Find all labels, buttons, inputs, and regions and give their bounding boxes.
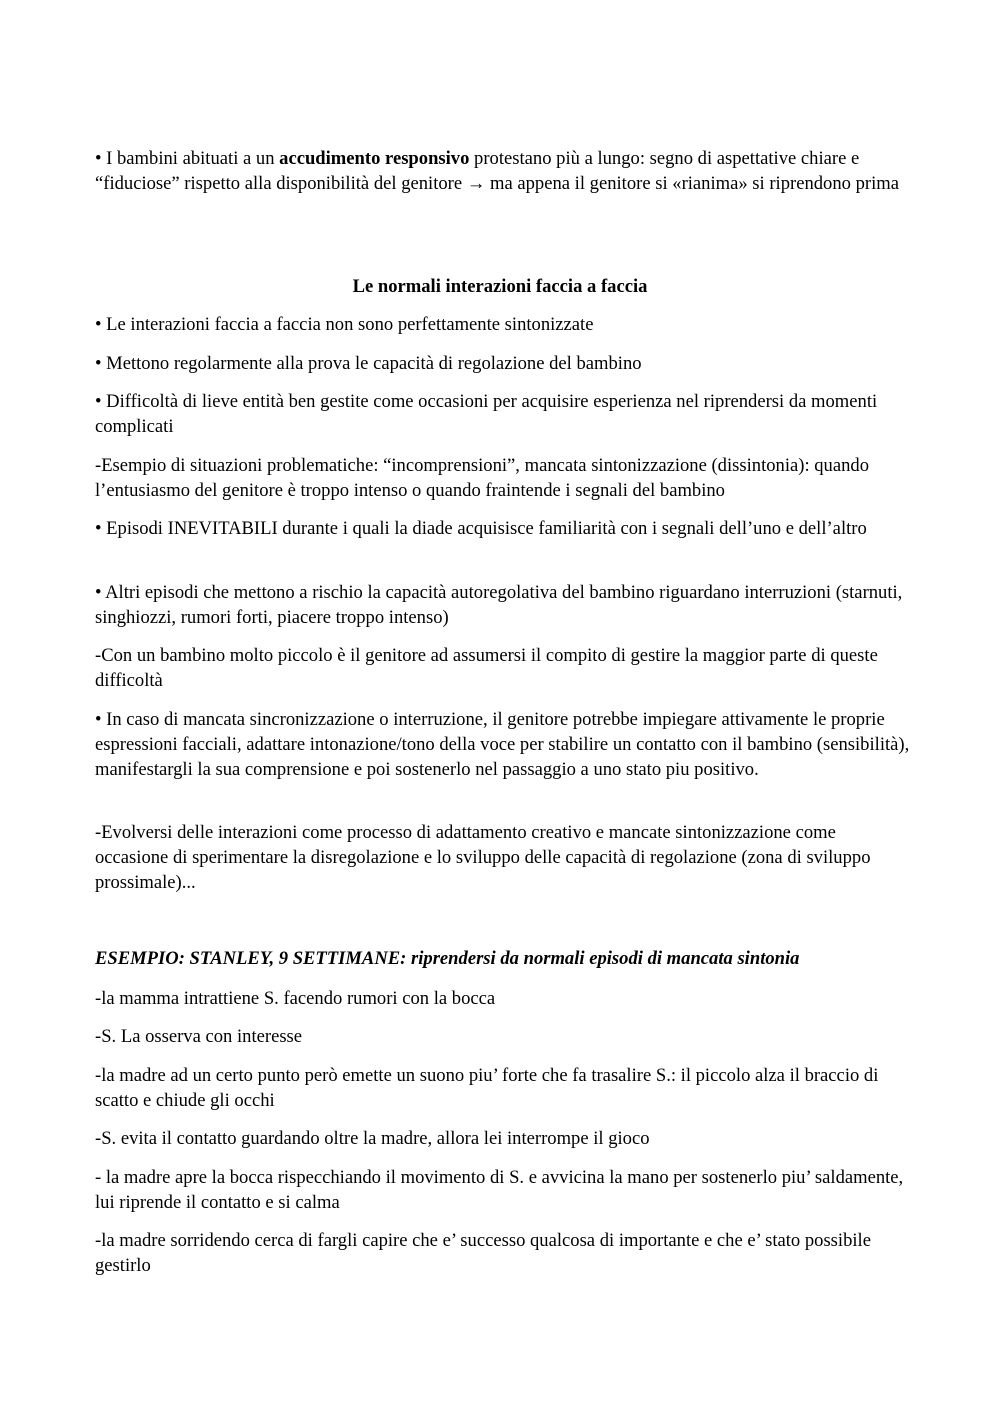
section-paragraph-8: • In caso di mancata sincronizzazione o interruzione, il genitore potrebbe impiegare attivamente le proprie espressioni facciali, adattare intonazione/tono della voce per stabilire un contatto con il bambino (sensibilità), manifestargli la sua comprensione e poi sostenerlo nel passaggio a uno stato piu positivo.: [95, 709, 910, 780]
section-heading: Le normali interazioni faccia a faccia: [352, 276, 648, 297]
example-paragraph-6: -la madre sorridendo cerca di fargli capire che e’ successo qualcosa di importante e che e’ stato possibile gestirlo: [95, 1230, 871, 1276]
section-paragraph-7: -Con un bambino molto piccolo è il genitore ad assumersi il compito di gestire la maggior parte di queste difficoltà: [95, 645, 878, 691]
section-paragraph-2: • Mettono regolarmente alla prova le capacità di regolazione del bambino: [95, 353, 642, 374]
example-paragraph-4: -S. evita il contatto guardando oltre la madre, allora lei interrompe il gioco: [95, 1128, 650, 1149]
section-paragraph-6: • Altri episodi che mettono a rischio la capacità autoregolativa del bambino riguardano interruzioni (starnuti, singhiozzi, rumori forti, piacere troppo intenso): [95, 582, 903, 628]
intro-text-start: I bambini abituati a un: [101, 148, 280, 169]
section-paragraph-3: • Difficoltà di lieve entità ben gestite come occasioni per acquisire esperienza nel riprendersi da momenti complicati: [95, 391, 878, 437]
intro-paragraph: [95, 146, 910, 196]
example-paragraph-1: -la mamma intrattiene S. facendo rumori con la bocca: [95, 988, 496, 1009]
intro-text-end: protestano più a lungo: segno di aspettative chiare e “fiduciose” rispetto alla disponibilità del genitore → ma appena il genitore si «rianima» si riprendono prima: [95, 148, 899, 194]
section-paragraph-1: • Le interazioni faccia a faccia non sono perfettamente sintonizzate: [95, 314, 594, 335]
section-paragraph-5: • Episodi INEVITABILI durante i quali la diade acquisisce familiarità con i segnali dell’uno e dell’altro: [95, 518, 867, 539]
example-paragraph-3: -la madre ad un certo punto però emette un suono piu’ forte che fa trasalire S.: il piccolo alza il braccio di scatto e chiude gli occhi: [95, 1065, 879, 1111]
section-paragraph-4: -Esempio di situazioni problematiche: “incomprensioni”, mancata sintonizzazione (dissintonia): quando l’entusiasmo del genitore è troppo intenso o quando fraintende i segnali del bambino: [95, 455, 870, 501]
example-heading: ESEMPIO: STANLEY, 9 SETTIMANE: riprendersi da normali episodi di mancata sintonia: [95, 948, 800, 969]
example-paragraph-5: - la madre apre la bocca rispecchiando il movimento di S. e avvicina la mano per sostenerlo piu’ saldamente, lui riprende il contatto e si calma: [95, 1167, 904, 1213]
example-paragraph-2: -S. La osserva con interesse: [95, 1026, 303, 1047]
intro-bullet: •: [95, 148, 102, 169]
section-paragraph-9: -Evolversi delle interazioni come processo di adattamento creativo e mancate sintonizzazione come occasione di sperimentare la disregolazione e lo sviluppo delle capacità di regolazione (zona di sviluppo prossimale)...: [95, 822, 871, 893]
intro-bold-term: accudimento responsivo: [279, 148, 470, 169]
